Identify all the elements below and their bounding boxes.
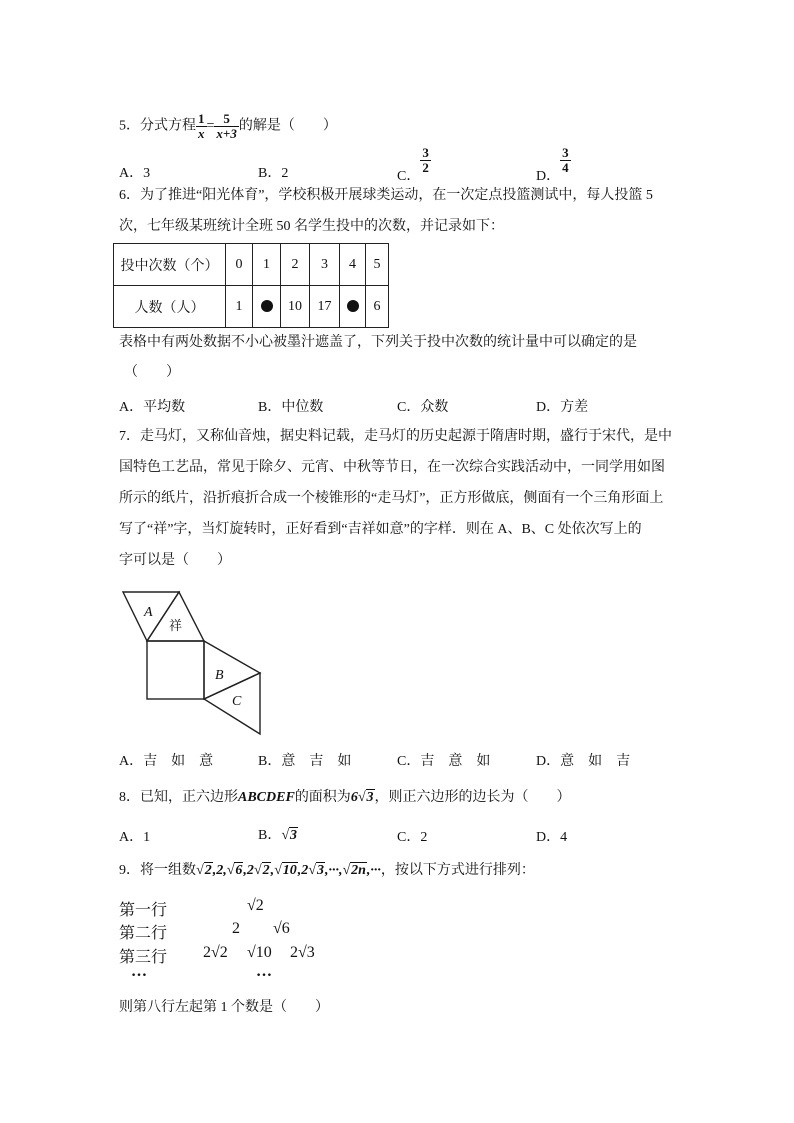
q9-sequence: √2,2,√6,2√2,√10,2√3,···,√2n,···: [196, 863, 381, 878]
q5-prefix: 分式方程: [140, 118, 196, 134]
q9-row-3-item-1: 2√2: [203, 944, 228, 961]
q5-option-b[interactable]: B．2: [258, 166, 289, 181]
q5-right-den: x+3: [216, 126, 237, 141]
table-cell: 6: [366, 286, 389, 328]
q6-line-3: 表格中有两处数据不小心被墨汁遮盖了，下列关于投中次数的统计量中可以确定的是: [119, 335, 637, 350]
q7-lantern-net-figure: [118, 588, 268, 736]
ink-blot-icon: [347, 300, 359, 312]
q6-stats-table: [113, 243, 389, 328]
q7-option-c[interactable]: C．吉 意 如: [397, 754, 491, 769]
q9-row-1-label: 第一行: [119, 902, 168, 919]
q9-ellipsis-middle: …: [256, 963, 272, 980]
q5-left-fraction: [196, 112, 207, 141]
table-header-cell: 投中次数（个）: [114, 244, 226, 286]
q5-right-fraction: [214, 112, 238, 141]
table-cell: 1: [253, 244, 281, 286]
q5-option-a[interactable]: A．3: [119, 166, 151, 181]
q9-stem: [119, 861, 535, 881]
q9-row-3-label: 第三行: [119, 949, 168, 966]
q6-line-1: 6．为了推进“阳光体育”，学校积极开展球类运动，在一次定点投篮测试中，每人投篮 5: [119, 188, 653, 203]
ink-blot-cell: [253, 286, 281, 328]
table-cell: 10: [281, 286, 310, 328]
q8-middle: 的面积为: [294, 790, 351, 805]
q7-option-d[interactable]: D．意 如 吉: [536, 754, 631, 769]
table-cell: 1: [226, 286, 253, 328]
q5-right-num: 5: [214, 112, 238, 127]
q7-line-1: 7．走马灯，又称仙音烛，据史料记载，走马灯的历史起源于隋唐时期，盛行于宋代，是中: [119, 429, 672, 444]
q5-left-num: 1: [198, 111, 205, 126]
q7-option-b[interactable]: B．意 吉 如: [258, 754, 352, 769]
q6-line-2: 次，七年级某班统计全班 50 名学生投中的次数，并记录如下：: [119, 219, 504, 234]
q9-row-2-item-1: 2: [232, 920, 240, 937]
ink-blot-cell: [340, 286, 366, 328]
q8-option-d[interactable]: D．4: [536, 830, 568, 845]
q9-row-3-item-3: 2√3: [290, 944, 315, 961]
q9-row-1-item-1: √2: [247, 897, 264, 914]
q9-question: 则第八行左起第 1 个数是（ ）: [119, 1000, 329, 1015]
table-cell: 2: [281, 244, 310, 286]
q8-stem: [119, 788, 571, 808]
q8-suffix: ，则正六边形的边长为（ ）: [374, 790, 571, 805]
q6-option-d[interactable]: D．方差: [536, 400, 589, 415]
q7-line-5: 字可以是（ ）: [119, 553, 231, 568]
q8-shape-name: ABCDEF: [238, 790, 295, 805]
q6-option-c[interactable]: C．众数: [397, 400, 449, 415]
table-cell: 17: [310, 286, 340, 328]
q9-suffix: ，按以下方式进行排列：: [380, 863, 535, 878]
ink-blot-icon: [261, 300, 273, 312]
q5-equals: =: [206, 118, 215, 134]
q5-left-den: x: [198, 126, 205, 141]
q9-ellipsis-left: …: [131, 963, 147, 980]
q8-option-c[interactable]: C．2: [397, 830, 428, 845]
triangle-b: [204, 641, 260, 699]
q7-line-3: 所示的纸片，沿折痕折合成一个棱锥形的“走马灯”，正方形做底，侧面有一个三角形面上: [119, 491, 664, 506]
q8-area: 6√3: [350, 790, 374, 805]
label-b: B: [215, 668, 224, 683]
table-row: [114, 286, 389, 328]
q9-row-2-item-2: √6: [273, 920, 290, 937]
table-cell: 3: [310, 244, 340, 286]
q6-option-a[interactable]: A．平均数: [119, 400, 186, 415]
q6-line-4: （ ）: [124, 365, 180, 380]
label-xiang: 祥: [169, 619, 183, 634]
q7-line-2: 国特色工艺品，常见于除夕、元宵、中秋等节日，在一次综合实践活动中，一同学用如图: [119, 460, 665, 475]
q8-option-b[interactable]: B．√3: [258, 828, 298, 843]
q5-stem: [119, 112, 337, 141]
q9-row-3-item-2: √10: [247, 944, 272, 961]
q9-row-2-label: 第二行: [119, 925, 168, 942]
label-c: C: [232, 694, 242, 709]
table-cell: 4: [340, 244, 366, 286]
square-base: [147, 641, 204, 699]
q7-option-a[interactable]: A．吉 如 意: [119, 754, 214, 769]
table-header-cell: 人数（人）: [114, 286, 226, 328]
q7-line-4: 写了“祥”字，当灯旋转时，正好看到“吉祥如意”的字样．则在 A、B、C 处依次写上的: [119, 522, 642, 537]
q5-option-c[interactable]: C． $\frac{3}{2}$: [397, 145, 429, 184]
table-cell: 5: [366, 244, 389, 286]
q5-number: 5．: [119, 118, 140, 134]
table-row: [114, 244, 389, 286]
label-a: A: [144, 605, 153, 620]
q5-suffix: 的解是（ ）: [238, 118, 337, 134]
q8-option-a[interactable]: A．1: [119, 830, 151, 845]
q6-option-b[interactable]: B．中位数: [258, 400, 324, 415]
q9-prefix: 9．将一组数: [119, 863, 196, 878]
table-cell: 0: [226, 244, 253, 286]
q8-prefix: 8．已知，正六边形: [119, 790, 238, 805]
q5-option-d[interactable]: D． $\frac{3}{4}$: [536, 145, 569, 184]
